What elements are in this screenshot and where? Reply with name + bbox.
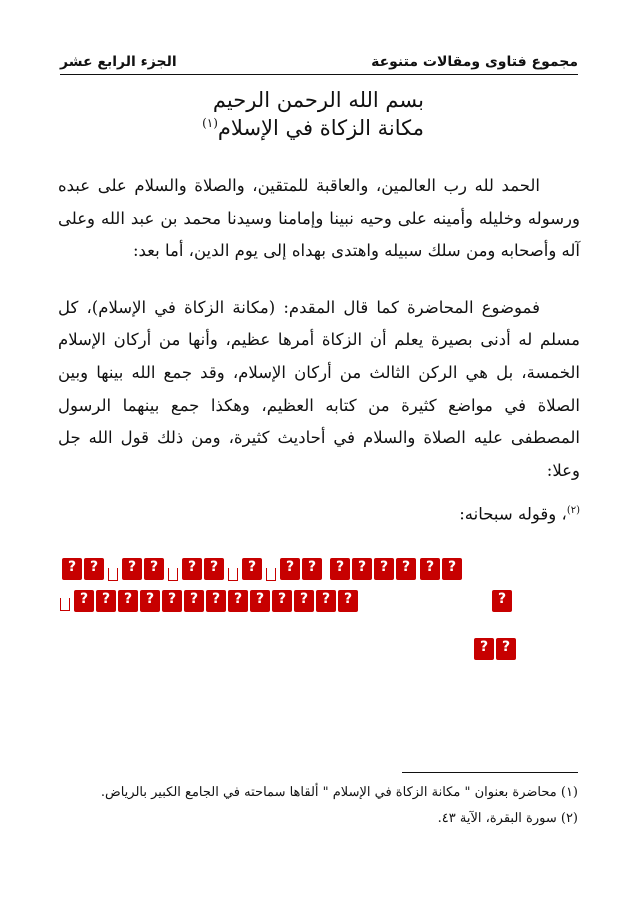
missing-glyph-icon — [74, 590, 94, 612]
missing-glyph-icon — [144, 558, 164, 580]
missing-glyph-icon — [294, 590, 314, 612]
missing-glyph-icon — [162, 590, 182, 612]
footnote-1: (١) محاضرة بعنوان " مكانة الزكاة في الإسلام " ألقاها سماحته في الجامع الكبير بالرياض. — [100, 785, 578, 800]
footnotes — [60, 780, 578, 832]
missing-glyph-icon — [140, 590, 160, 612]
missing-glyph-icon — [474, 638, 494, 660]
missing-glyph-icon — [272, 590, 292, 612]
missing-glyph-icon — [206, 590, 226, 612]
missing-glyph-icon — [396, 558, 416, 580]
missing-glyph-icon — [280, 558, 300, 580]
missing-glyph-icon — [330, 558, 350, 580]
header-rule — [60, 74, 578, 75]
book-title: مجموع فتاوى ومقالات متنوعة — [371, 54, 578, 70]
missing-glyph-icon — [492, 590, 512, 612]
basmala: بسم الله الرحمن الرحيم — [212, 88, 424, 112]
running-header — [60, 48, 578, 70]
missing-glyph-icon — [302, 558, 322, 580]
missing-glyph-icon — [182, 558, 202, 580]
missing-glyph-icon — [338, 590, 358, 612]
missing-glyph-icon — [352, 558, 372, 580]
article-title-text: مكانة الزكاة في الإسلام — [217, 116, 424, 140]
missing-glyph-icon — [316, 590, 336, 612]
paragraph-continuation — [58, 495, 580, 531]
article-title — [202, 116, 424, 140]
missing-glyph-icon — [420, 558, 440, 580]
paragraph-main — [58, 292, 580, 488]
footnote-2: (٢) سورة البقرة، الآية ٤٣. — [437, 811, 578, 826]
glyph-connector-icon — [266, 568, 276, 581]
missing-glyph-icon — [122, 558, 142, 580]
body-text — [58, 170, 580, 531]
missing-glyph-icon — [62, 558, 82, 580]
missing-glyph-icon — [184, 590, 204, 612]
missing-glyph-icon — [96, 590, 116, 612]
missing-glyph-icon — [84, 558, 104, 580]
missing-glyph-icon — [118, 590, 138, 612]
missing-glyph-icon — [496, 638, 516, 660]
missing-glyph-icon — [228, 590, 248, 612]
title-footnote-ref: (١) — [202, 116, 218, 130]
paragraph-main-text: فموضوع المحاضرة كما قال المقدم: (مكانة الزكاة في الإسلام)، كل مسلم له أدنى بصيرة يعلم أن الزكاة أمرها عظيم، وأنها من أركان الإسلام الخمسة، بل هي الركن الثالث من أركان الإسلام، وقد جمع الله بينها وبين الصلاة في مواضع كثيرة من كتابه العظيم، وهكذا جمع بينهما الرسول المصطفى عليه الصلاة والسلام في أحاديث كثيرة، ومن ذلك قول الله جل وعلا: — [58, 297, 580, 480]
missing-glyph-icon — [374, 558, 394, 580]
footnote-ref-2: (٢) — [566, 505, 580, 517]
paragraph-continuation-text: ، وقوله سبحانه: — [459, 504, 567, 524]
volume-label: الجزء الرابع عشر — [60, 54, 177, 70]
missing-glyph-icon — [204, 558, 224, 580]
glyph-connector-icon — [228, 568, 238, 581]
missing-glyph-icon — [242, 558, 262, 580]
glyph-connector-icon — [108, 568, 118, 581]
glyph-connector-icon — [60, 598, 70, 611]
missing-glyph-icon — [442, 558, 462, 580]
footnote-rule — [402, 772, 578, 773]
glyph-connector-icon — [168, 568, 178, 581]
quran-verse-glyphs — [58, 558, 516, 670]
paragraph-intro: الحمد لله رب العالمين، والعاقبة للمتقين، والصلاة والسلام على عبده ورسوله وخليله وأمينه على وحيه نبينا وإمامنا وسيدنا محمد بن عبد الله وعلى آله وأصحابه ومن سلك سبيله واهتدى بهداه إلى يوم الدين، أما بعد: — [58, 176, 580, 261]
missing-glyph-icon — [250, 590, 270, 612]
